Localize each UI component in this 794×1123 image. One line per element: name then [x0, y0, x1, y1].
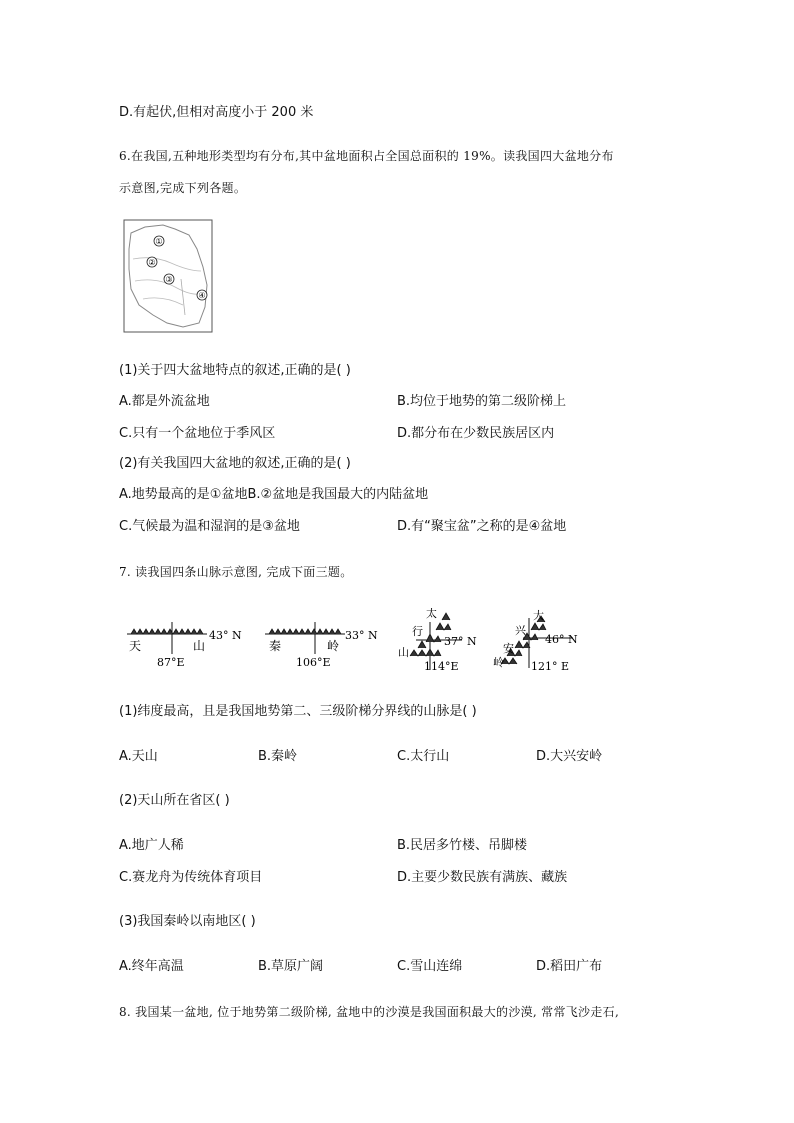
- q7-sub2-option-b: B.民居多竹楼、吊脚楼: [397, 838, 528, 853]
- mountain-diagram-taihang: [396, 608, 496, 674]
- taihang-char-2: 行: [412, 625, 423, 638]
- map-label-2: ②: [148, 258, 156, 267]
- q7-sub3-option-b: B.草原广阔: [258, 959, 324, 974]
- q8-stem: 8. 我国某一盆地, 位于地势第二级阶梯, 盆地中的沙漠是我国面积最大的沙漠, 常常飞沙走石,: [119, 1005, 620, 1019]
- daxinganling-lon: 121° E: [531, 660, 570, 673]
- q7-sub2-option-d: D.主要少数民族有满族、藏族: [397, 870, 568, 885]
- qinling-lon: 106°E: [296, 656, 331, 669]
- daxinganling-char-4: 岭: [493, 656, 504, 669]
- q6-sub1-question: (1)关于四大盆地特点的叙述,正确的是( ): [119, 363, 351, 378]
- q7-sub2-option-c: C.赛龙舟为传统体育项目: [119, 870, 263, 885]
- taihang-lon: 114°E: [424, 660, 459, 673]
- q7-sub1-option-d: D.大兴安岭: [536, 749, 603, 764]
- tianshan-char-1: 天: [129, 639, 142, 653]
- q6-sub2-option-c: C.气候最为温和湿润的是③盆地: [119, 519, 300, 534]
- q6-stem-line1: 6.在我国,五种地形类型均有分布,其中盆地面积占全国总面积的 19%。读我国四大盆地分布: [119, 149, 614, 163]
- q6-sub1-option-d: D.都分布在少数民族居区内: [397, 426, 555, 441]
- tianshan-lon: 87°E: [157, 656, 185, 669]
- q7-sub3-option-d: D.稻田广布: [536, 959, 603, 974]
- mountain-diagram-daxinganling: [493, 608, 598, 674]
- map-label-3: ③: [165, 275, 173, 284]
- basin-map: [123, 219, 213, 333]
- q6-stem-line2: 示意图,完成下列各题。: [119, 181, 247, 195]
- q7-sub2-option-a: A.地广人稀: [119, 838, 184, 853]
- q7-sub1-option-c: C.太行山: [397, 749, 450, 764]
- q6-sub2-question: (2)有关我国四大盆地的叙述,正确的是( ): [119, 456, 351, 471]
- q7-stem: 7. 读我国四条山脉示意图, 完成下面三题。: [119, 565, 353, 579]
- taihang-char-1: 太: [426, 608, 437, 620]
- daxinganling-char-1: 大: [533, 609, 544, 622]
- mountain-diagram-tianshan: [125, 620, 250, 672]
- q5-option-d: D.有起伏,但相对高度小于 200 米: [119, 105, 314, 120]
- q7-sub2-question: (2)天山所在省区( ): [119, 793, 230, 808]
- q7-sub3-option-a: A.终年高温: [119, 959, 184, 974]
- qinling-lat: 33° N: [345, 629, 378, 642]
- q6-sub1-option-b: B.均位于地势的第二级阶梯上: [397, 394, 567, 409]
- tianshan-lat: 43° N: [209, 629, 242, 642]
- q6-sub2-option-d: D.有“聚宝盆”之称的是④盆地: [397, 519, 567, 534]
- q7-sub3-option-c: C.雪山连绵: [397, 959, 463, 974]
- taihang-char-3: 山: [398, 646, 409, 659]
- map-label-1: ①: [155, 237, 163, 246]
- mountain-diagram-qinling: [263, 620, 388, 672]
- taihang-lat: 37° N: [444, 635, 477, 648]
- daxinganling-char-2: 兴: [515, 624, 526, 637]
- q7-sub1-question: (1)纬度最高，且是我国地势第二、三级阶梯分界线的山脉是( ): [119, 704, 477, 719]
- daxinganling-lat: 46° N: [545, 633, 578, 646]
- q7-sub3-question: (3)我国秦岭以南地区( ): [119, 914, 256, 929]
- q6-sub1-option-c: C.只有一个盆地位于季风区: [119, 426, 276, 441]
- q6-sub2-option-ab: A.地势最高的是①盆地B.②盆地是我国最大的内陆盆地: [119, 487, 429, 502]
- q7-sub1-option-a: A.天山: [119, 749, 158, 764]
- daxinganling-char-3: 安: [503, 642, 514, 655]
- q6-sub1-option-a: A.都是外流盆地: [119, 394, 210, 409]
- qinling-char-2: 岭: [327, 639, 340, 653]
- q7-sub1-option-b: B.秦岭: [258, 749, 298, 764]
- qinling-char-1: 秦: [269, 639, 282, 653]
- map-label-4: ④: [198, 291, 206, 300]
- tianshan-char-2: 山: [193, 639, 206, 653]
